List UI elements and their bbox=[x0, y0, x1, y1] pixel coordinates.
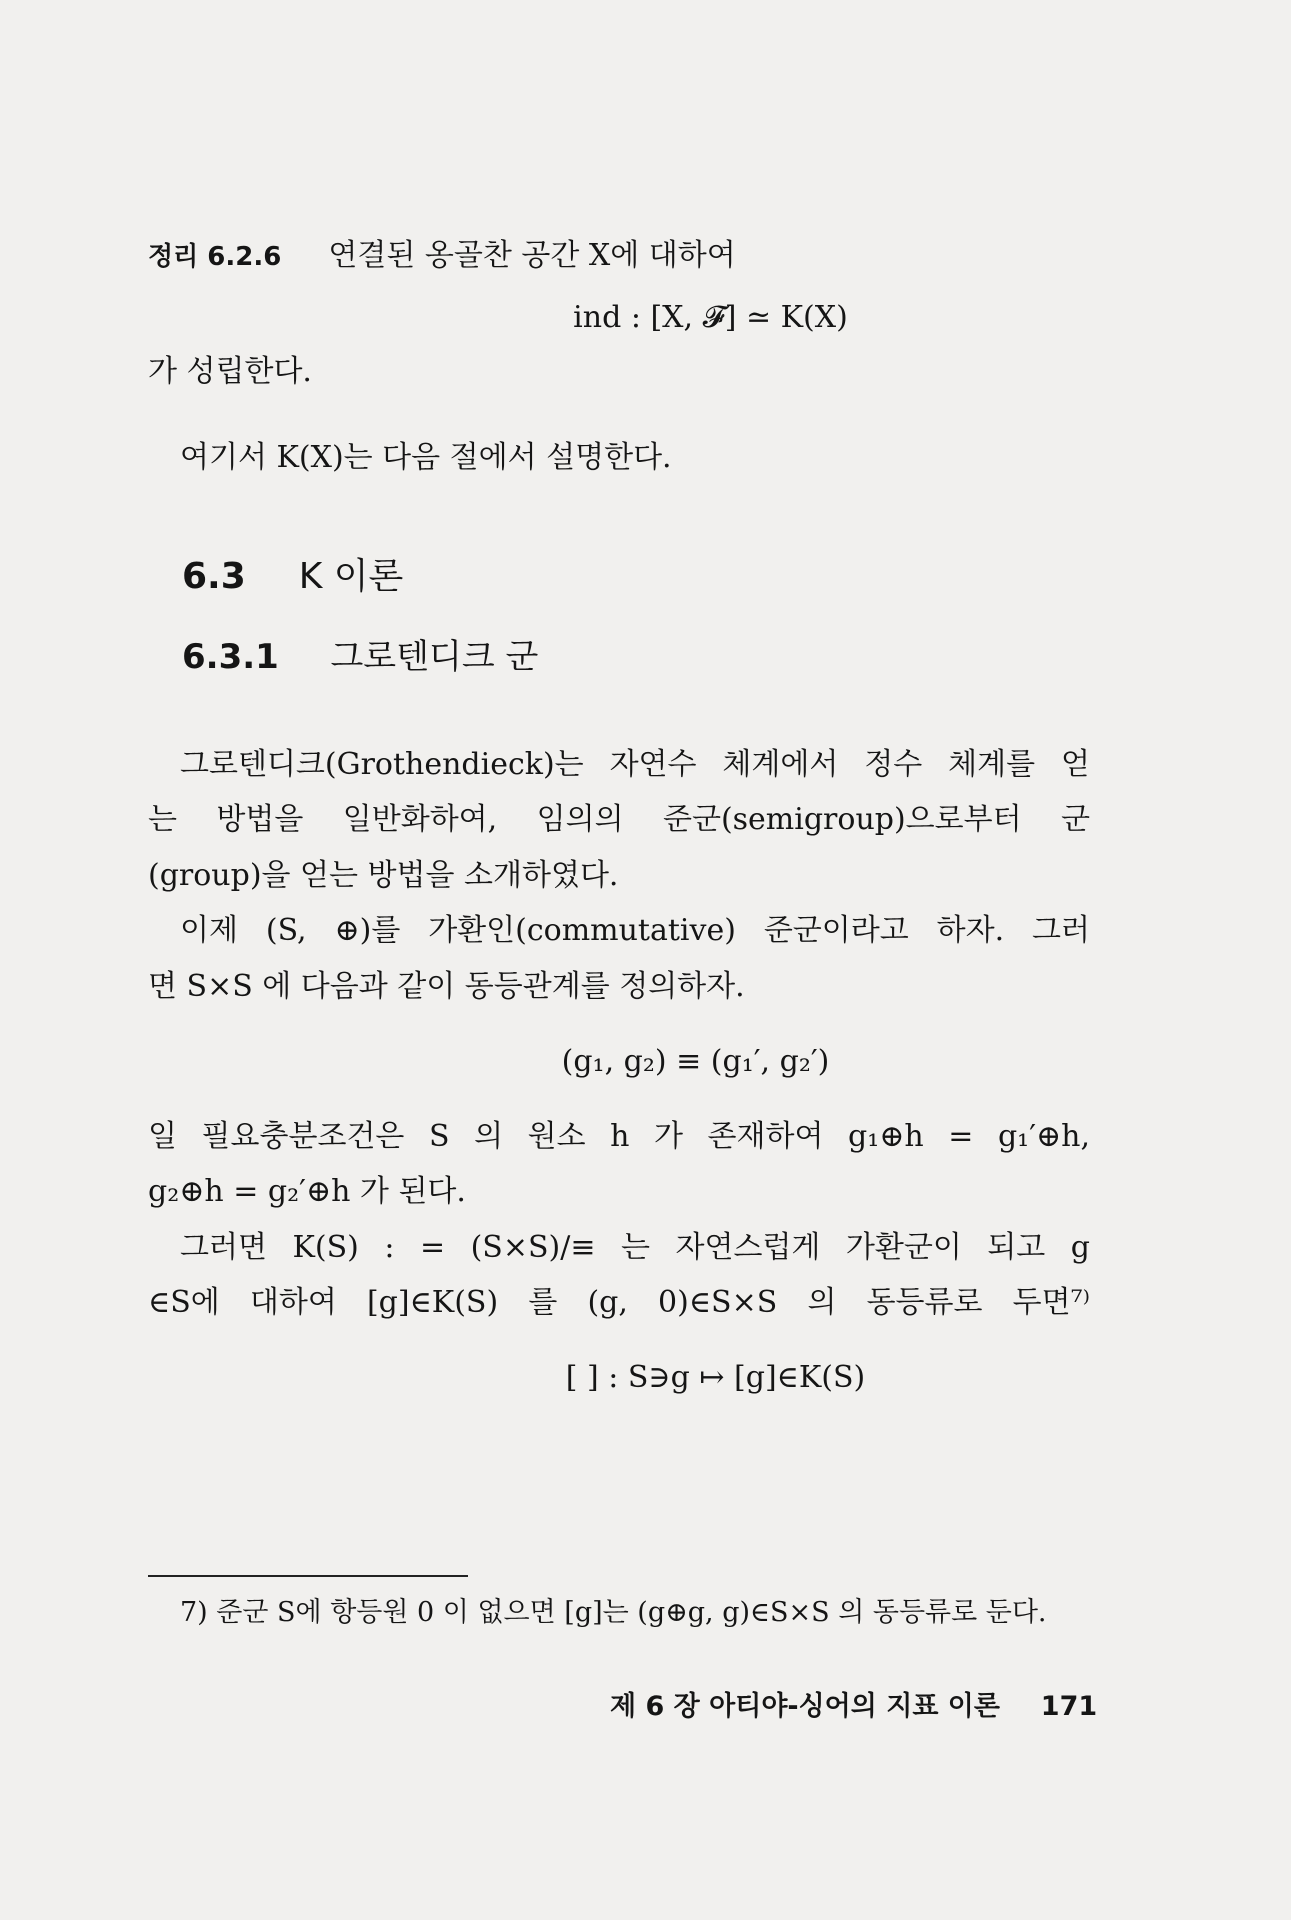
subsection-heading bbox=[182, 637, 538, 677]
theorem-statement: 연결된 옹골찬 공간 X에 대하여 bbox=[328, 238, 736, 273]
theorem-heading bbox=[148, 236, 736, 277]
running-footer bbox=[610, 1687, 1097, 1727]
section-number: 6.3 bbox=[182, 556, 246, 597]
map-equation: [ ] : S∋g ↦ [g]∈K(S) bbox=[565, 1360, 866, 1395]
paragraph-line: 그러면 K(S) : = (S×S)/≡ 는 자연스럽게 가환군이 되고 g bbox=[180, 1230, 1090, 1265]
paragraph-line: 그로텐디크(Grothendieck)는 자연수 체계에서 정수 체계를 얻 bbox=[180, 747, 1090, 782]
chapter-title: 제 6 장 아티야-싱어의 지표 이론 bbox=[610, 1691, 1000, 1722]
footnote-rule bbox=[148, 1575, 468, 1577]
section-heading bbox=[182, 557, 403, 597]
equivalence-equation: (g₁, g₂) ≡ (g₁′, g₂′) bbox=[561, 1044, 830, 1079]
paragraph-line: 일 필요충분조건은 S 의 원소 h 가 존재하여 g₁⊕h = g₁′⊕h, bbox=[148, 1119, 1090, 1154]
paragraph-line: 면 S×S 에 다음과 같이 동등관계를 정의하자. bbox=[148, 969, 745, 1004]
paragraph-line: ∈S에 대하여 [g]∈K(S) 를 (g, 0)∈S×S 의 동등류로 두면⁷⁾ bbox=[148, 1285, 1090, 1320]
section-title: K 이론 bbox=[298, 556, 404, 597]
remark-text: 여기서 K(X)는 다음 절에서 설명한다. bbox=[180, 440, 672, 475]
theorem-conclusion: 가 성립한다. bbox=[148, 354, 312, 389]
paragraph-line: 이제 (S, ⊕)를 가환인(commutative) 준군이라고 하자. 그러 bbox=[180, 913, 1090, 948]
theorem-label: 정리 6.2.6 bbox=[148, 242, 282, 272]
paragraph-line: g₂⊕h = g₂′⊕h 가 된다. bbox=[148, 1174, 466, 1209]
paragraph-line: (group)을 얻는 방법을 소개하였다. bbox=[148, 858, 619, 893]
theorem-formula: ind : [X, 𝓕] ≃ K(X) bbox=[573, 300, 848, 335]
paragraph-line: 는 방법을 일반화하여, 임의의 준군(semigroup)으로부터 군 bbox=[148, 802, 1090, 837]
subsection-title: 그로텐디크 군 bbox=[330, 637, 539, 677]
page-number: 171 bbox=[1040, 1691, 1098, 1722]
footnote: 7) 준군 S에 항등원 0 이 없으면 [g]는 (g⊕g, g)∈S×S 의 동등류로 둔다. bbox=[180, 1597, 1047, 1628]
subsection-number: 6.3.1 bbox=[182, 637, 279, 677]
